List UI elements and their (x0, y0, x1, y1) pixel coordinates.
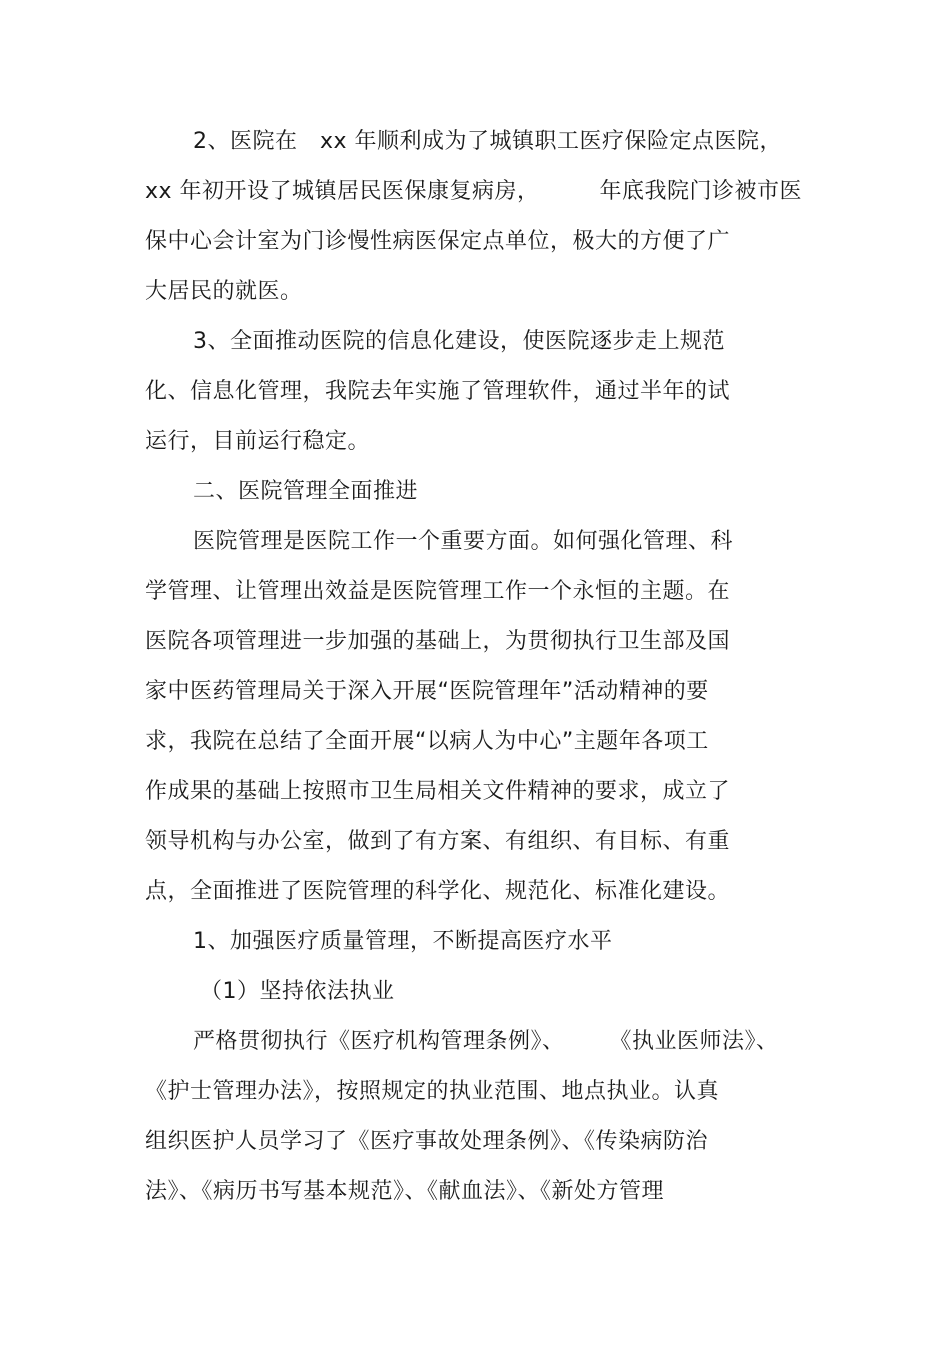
paragraph-line: 法》、《病历书写基本规范》、《献血法》、《新处方管理 (145, 1179, 665, 1204)
subsection-heading: （1）坚持依法执业 (200, 979, 395, 1004)
paragraph-line: 求，我院在总结了全面开展“以病人为中心”主题年各项工 (145, 729, 709, 754)
paragraph-line: 保中心会计室为门诊慢性病医保定点单位，极大的方便了广 (145, 229, 731, 254)
paragraph-line: 医院管理是医院工作一个重要方面。如何强化管理、科 (193, 529, 734, 554)
paragraph-line: 家中医药管理局关于深入开展“医院管理年”活动精神的要 (145, 679, 709, 704)
paragraph-line: 严格贯彻执行《医疗机构管理条例》、 《执业医师法》、 (193, 1029, 779, 1054)
paragraph-line: 领导机构与办公室，做到了有方案、有组织、有目标、有重 (145, 829, 731, 854)
section-heading: 二、医院管理全面推进 (193, 479, 419, 504)
paragraph-line: 医院各项管理进一步加强的基础上，为贯彻执行卫生部及国 (145, 629, 731, 654)
paragraph-line: 2、医院在 xx 年顺利成为了城镇职工医疗保险定点医院， (193, 129, 783, 154)
paragraph-line: 点，全面推进了医院管理的科学化、规范化、标准化建设。 (145, 879, 731, 904)
paragraph-line: 3、全面推动医院的信息化建设，使医院逐步走上规范 (193, 329, 725, 354)
paragraph-line: 《护士管理办法》，按照规定的执业范围、地点执业。认真 (145, 1079, 720, 1104)
paragraph-line: 大居民的就医。 (145, 279, 303, 304)
paragraph-line: xx 年初开设了城镇居民医保康复病房， 年底我院门诊被市医 (145, 179, 802, 204)
paragraph-line: 学管理、让管理出效益是医院管理工作一个永恒的主题。在 (145, 579, 731, 604)
paragraph-line: 作成果的基础上按照市卫生局相关文件精神的要求，成立了 (145, 779, 731, 804)
subsection-heading: 1、加强医疗质量管理，不断提高医疗水平 (193, 929, 613, 954)
paragraph-line: 组织医护人员学习了《医疗事故处理条例》、《传染病防治 (145, 1129, 709, 1154)
paragraph-line: 化、信息化管理，我院去年实施了管理软件，通过半年的试 (145, 379, 731, 404)
paragraph-line: 运行，目前运行稳定。 (145, 429, 371, 454)
